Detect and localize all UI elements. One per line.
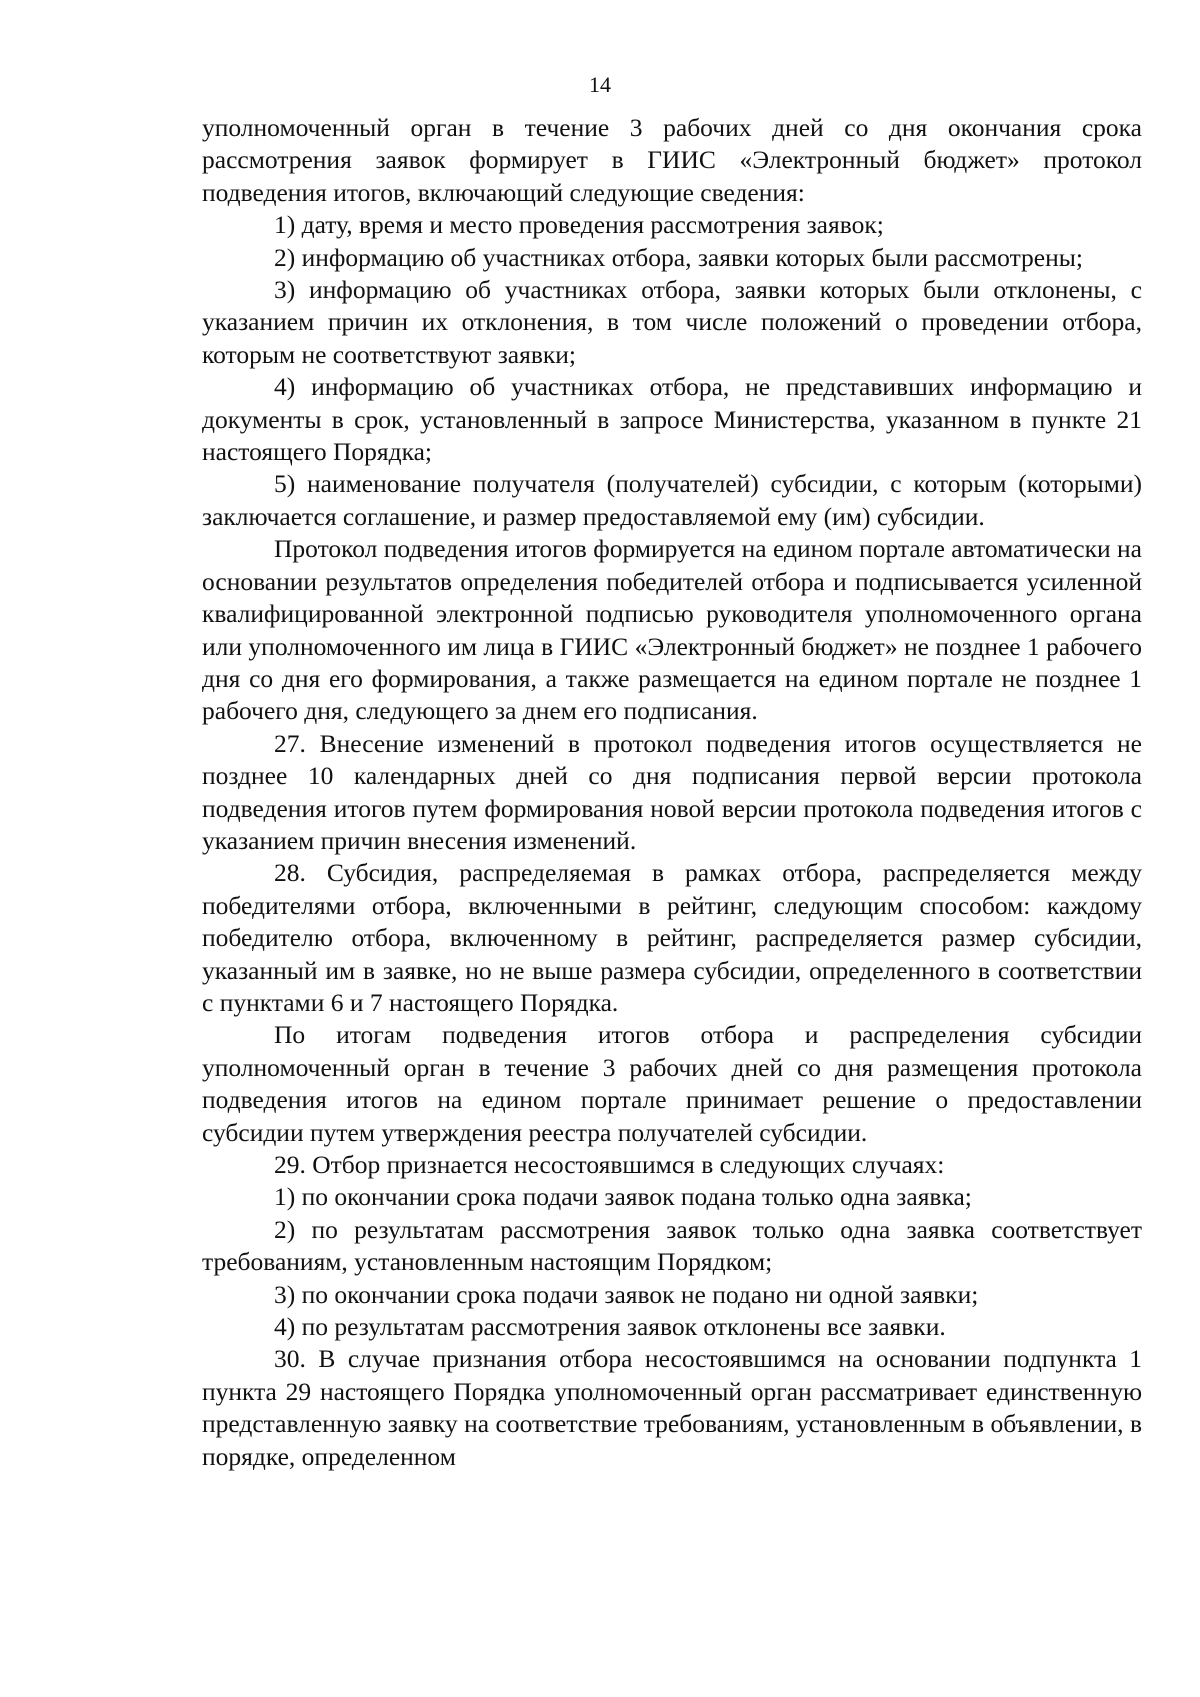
page-number: 14 (589, 72, 611, 97)
paragraph-case-3: 3) по окончании срока подачи заявок не подано ни одной заявки; (274, 1279, 979, 1309)
paragraph-case-2: 2) по результатам рассмотрения заявок только одна заявка соответствует требованиям, установленным настоящим Порядком; (202, 1214, 1142, 1277)
paragraph-clause-30: 30. В случае признания отбора несостоявшимся на основании подпункта 1 пункта 29 настоящего Порядка уполномоченный орган рассматривает единственную представленную заявку на соответствие требованиям, установленным в объявлении, в порядке, определенном (202, 1344, 1142, 1471)
paragraph-item-4: 4) информацию об участниках отбора, не представивших информацию и документы в срок, установленный в запросе Министерства, указанном в пункте 21 настоящего Порядка; (202, 372, 1142, 467)
paragraph-clause-29: 29. Отбор признается несостоявшимся в следующих случаях: (274, 1150, 945, 1179)
paragraph-decision: По итогам подведения итогов отбора и распределения субсидии уполномоченный орган в течение 3 рабочих дней со дня размещения протокола подведения итогов на едином портале принимает решение о предоставлении субсидии путем утверждения реестра получателей субсидии. (202, 1020, 1142, 1147)
document-body (202, 112, 1142, 1473)
paragraph-item-5: 5) наименование получателя (получателей) субсидии, с которым (которыми) заключается соглашение, и размер предоставляемой ему (им) субсидии. (202, 469, 1142, 531)
paragraph-clause-27: 27. Внесение изменений в протокол подведения итогов осуществляется не позднее 10 календарных дней со дня подписания первой версии протокола подведения итогов путем формирования новой версии протокола подведения итогов с указанием причин внесения изменений. (202, 728, 1142, 855)
paragraph-continuation: уполномоченный орган в течение 3 рабочих дней со дня окончания срока рассмотрения заявок формирует в ГИИС «Электронный бюджет» протокол подведения итогов, включающий следующие сведения: (202, 113, 1142, 207)
paragraph-clause-28: 28. Субсидия, распределяемая в рамках отбора, распределяется между победителями отбора, включенными в рейтинг, следующим способом: каждому победителю отбора, включенному в рейтинг, распределяется размер субсидии, указанный им в заявке, но не выше размера субсидии, определенного в соответствии с пунктами 6 и 7 настоящего Порядка. (202, 858, 1142, 1017)
paragraph-case-4: 4) по результатам рассмотрения заявок отклонены все заявки. (274, 1312, 946, 1342)
paragraph-item-1: 1) дату, время и место проведения рассмотрения заявок; (274, 210, 884, 240)
paragraph-item-3: 3) информацию об участниках отбора, заявки которых были отклонены, с указанием причин их отклонения, в том числе положений о проведении отбора, которым не соответствуют заявки; (202, 275, 1142, 369)
paragraph-protocol: Протокол подведения итогов формируется на едином портале автоматически на основании результатов определения победителей отбора и подписывается усиленной квалифицированной электронной подписью руководителя уполномоченного органа или уполномоченного им лица в ГИИС «Электронный бюджет» не позднее 1 рабочего дня со дня его формирования, а также размещается на едином портале не позднее 1 рабочего дня, следующего за днем его подписания. (202, 534, 1142, 726)
paragraph-item-2: 2) информацию об участниках отбора, заявки которых были рассмотрены; (274, 242, 1083, 272)
paragraph-case-1: 1) по окончании срока подачи заявок подана только одна заявка; (274, 1182, 972, 1212)
